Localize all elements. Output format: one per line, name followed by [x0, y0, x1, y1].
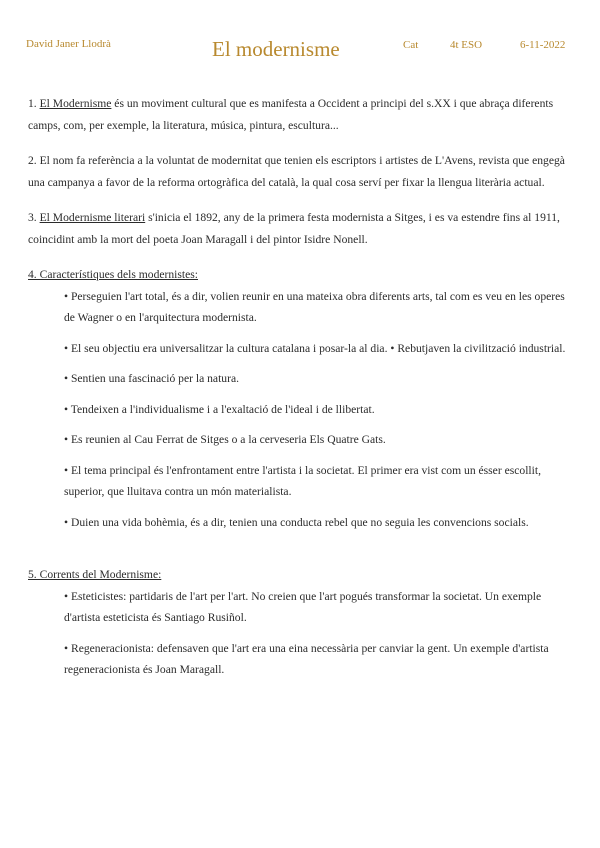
list-item: • El seu objectiu era universalitzar la cultura catalana i posar-la al dia. • Rebutjaven la civilització industrial.	[64, 341, 566, 355]
paragraph-text: s'inicia el 1892, any de la primera festa modernista a Sitges, i es va estendre fins al 1911, coincidint amb la mort del poeta Joan Maragall i del pintor Isidre Nonell.	[28, 211, 560, 246]
subject-label: Cat	[403, 39, 419, 51]
spacer	[28, 542, 573, 564]
section-4-title: 4. Característiques dels modernistes:	[28, 268, 199, 281]
section-4-list	[64, 286, 573, 534]
section-5-title: 5. Corrents del Modernisme:	[28, 568, 162, 581]
term-modernisme: El Modernisme	[39, 97, 112, 110]
list-item: • Esteticistes: partidaris de l'art per l'art. No creien que l'art pogués transformar la societat. Un exemple d'artista esteticista és Santiago Rusiñol.	[64, 589, 542, 624]
section-5-list	[64, 586, 573, 681]
list-item: • Sentien una fascinació per la natura.	[64, 372, 239, 385]
page-title: El modernisme	[212, 37, 340, 61]
term-modernisme-literari: El Modernisme literari	[39, 211, 146, 224]
document-header	[0, 0, 600, 80]
paragraph-number: 1.	[28, 97, 40, 110]
list-item: • Tendeixen a l'individualisme i a l'exaltació de l'ideal i de llibertat.	[64, 402, 375, 416]
paragraph-1	[28, 93, 573, 136]
document-body	[28, 93, 573, 690]
date-label: 6-11-2022	[520, 39, 566, 51]
paragraph-text: és un moviment cultural que es manifesta a Occident a principi del s.XX i que abraça diferents camps, com, per exemple, la literatura, música, pintura, escultura...	[28, 97, 554, 132]
list-item: • El tema principal és l'enfrontament entre l'artista i la societat. El primer era vist com un ésser escollit, superior, que lluitava contra un món materialista.	[64, 463, 541, 498]
course-label: 4t ESO	[450, 39, 483, 51]
list-item: • Duien una vida bohèmia, és a dir, tenien una conducta rebel que no seguia les convencions socials.	[64, 515, 529, 529]
author-name: David Janer Llodrà	[26, 38, 111, 50]
list-item: • Perseguien l'art total, és a dir, volien reunir en una mateixa obra diferents arts, tal com es veu en les operes de Wagner o en l'arquitectura modernista.	[64, 289, 565, 324]
list-item: • Regeneracionista: defensaven que l'art era una eina necessària per canviar la gent. Un exemple d'artista regeneracionista és Joan Maragall.	[64, 641, 549, 676]
paragraph-2: 2. El nom fa referència a la voluntat de modernitat que tenien els escriptors i artistes de L'Avens, revista que engegà una campanya a favor de la reforma ortogràfica del català, la qual cosa serví per fixar la llengua literària actual.	[28, 154, 565, 189]
paragraph-number: 3.	[28, 211, 40, 224]
list-item: • Es reunien al Cau Ferrat de Sitges o a la cerveseria Els Quatre Gats.	[64, 433, 386, 446]
paragraph-3	[28, 207, 573, 250]
